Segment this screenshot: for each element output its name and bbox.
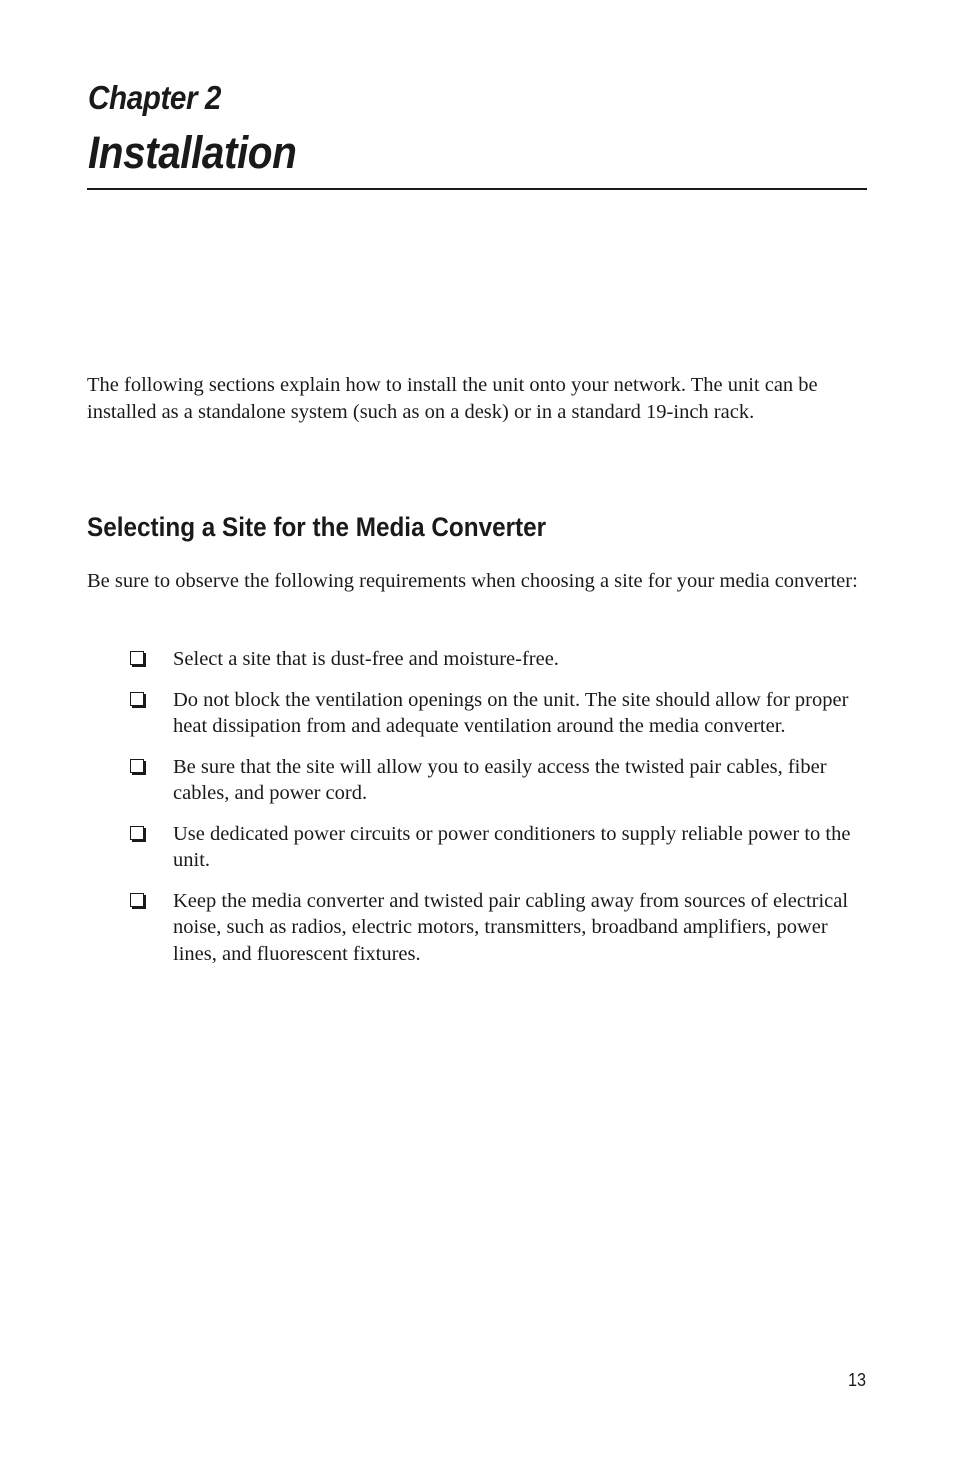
section-lead-paragraph: Be sure to observe the following requirements when choosing a site for your media converter: <box>87 570 858 592</box>
chapter-label: Chapter 2 <box>88 79 221 116</box>
section-heading: Selecting a Site for the Media Converter <box>87 512 547 542</box>
intro-paragraph: The following sections explain how to install the unit onto your network. The unit can be installed as a standalone system (such as on a desk) or in a standard 19-inch rack. <box>87 374 818 423</box>
title-divider <box>87 188 867 190</box>
page-number: 13 <box>848 1370 867 1390</box>
checkbox-bullet-icon <box>130 759 144 773</box>
list-item <box>130 821 875 874</box>
checkbox-bullet-icon <box>130 893 144 907</box>
list-item <box>130 646 875 673</box>
list-item <box>130 888 875 968</box>
requirements-list <box>130 646 875 981</box>
list-item <box>130 754 875 807</box>
checkbox-bullet-icon <box>130 692 144 706</box>
chapter-title: Installation <box>88 127 297 178</box>
list-item-text: Be sure that the site will allow you to easily access the twisted pair cables, fiber cables, and power cord. <box>173 755 827 804</box>
list-item-text: Do not block the ventilation openings on the unit. The site should allow for proper heat dissipation from and adequate ventilation around the media converter. <box>173 688 849 737</box>
list-item <box>130 687 875 740</box>
list-item-text: Select a site that is dust-free and moisture-free. <box>173 648 559 670</box>
list-item-text: Use dedicated power circuits or power conditioners to supply reliable power to the unit. <box>173 822 851 871</box>
list-item-text: Keep the media converter and twisted pair cabling away from sources of electrical noise, such as radios, electric motors, transmitters, broadband amplifiers, power lines, and fluorescent fixtures. <box>173 889 849 965</box>
checkbox-bullet-icon <box>130 826 144 840</box>
checkbox-bullet-icon <box>130 651 144 665</box>
